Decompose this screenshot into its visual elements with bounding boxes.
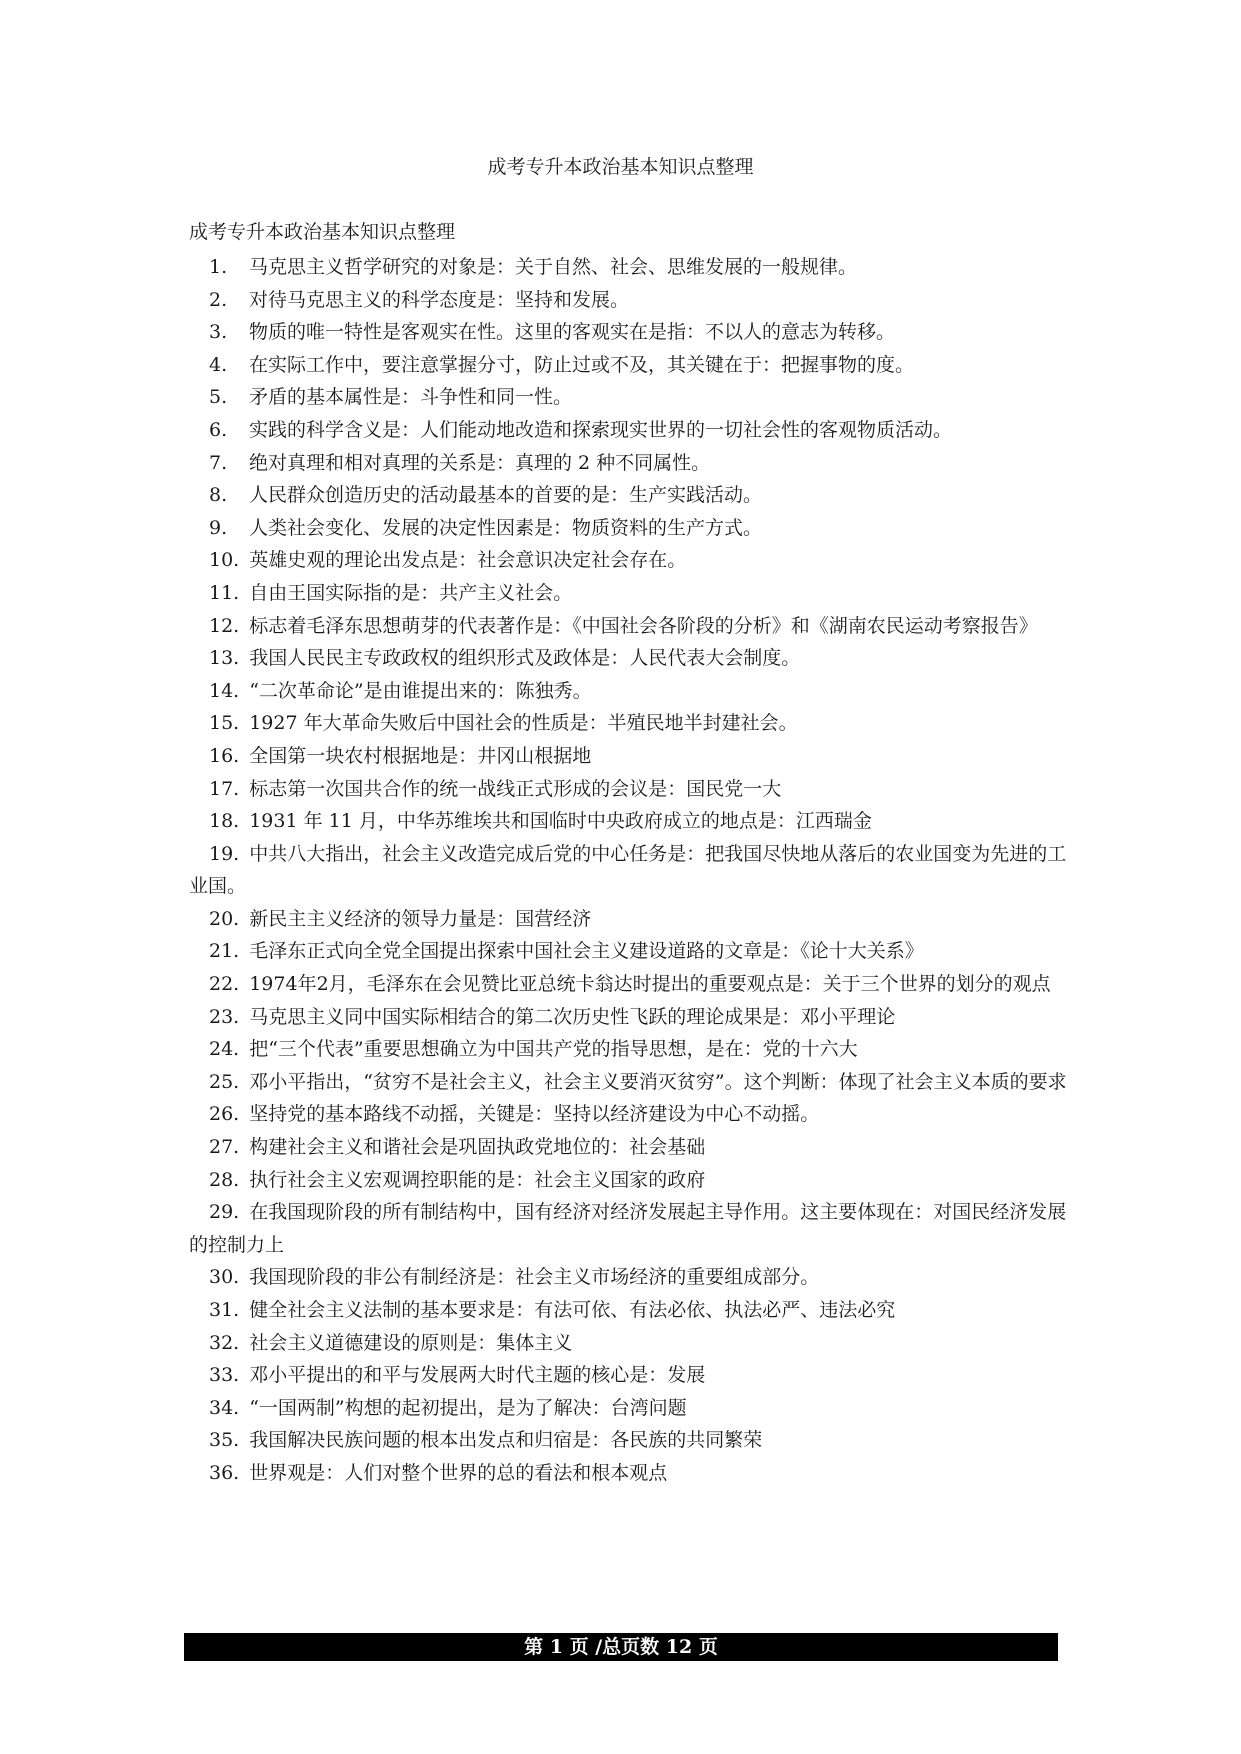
item-number: 7. [209,451,228,474]
list-item [189,284,1069,317]
list-item [189,1261,1069,1294]
item-text: 坚持党的基本路线不动摇，关键是：坚持以经济建设为中心不动摇。 [249,1103,820,1126]
item-text: 邓小平指出，“贫穷不是社会主义，社会主义要消灭贫穷”。这个判断：体现了社会主义本质的要求 [249,1070,1067,1093]
list-item [189,544,1069,577]
list-item [189,935,1069,968]
item-number: 1. [209,256,228,278]
item-text: 1927 年大革命失败后中国社会的性质是：半殖民地半封建社会。 [249,712,798,735]
item-text: 标志着毛泽东思想萌芽的代表著作是：《中国社会各阶段的分析》和《湖南农民运动考察报告》 [249,614,1038,637]
item-number: 4. [209,353,228,376]
item-number: 12. [209,614,240,637]
item-number: 27. [209,1136,240,1159]
item-text: 马克思主义哲学研究的对象是：关于自然、社会、思维发展的一般规律。 [249,256,858,278]
item-number: 17. [209,777,240,800]
list-item [189,414,1069,447]
item-number: 28. [209,1168,240,1191]
item-text: 标志第一次国共合作的统一战线正式形成的会议是：国民党一大 [249,777,782,800]
item-number: 19. [209,842,240,865]
item-number: 25. [209,1070,240,1093]
item-text: 邓小平提出的和平与发展两大时代主题的核心是：发展 [249,1364,706,1387]
item-number: 24. [209,1038,240,1061]
item-number: 18. [209,810,240,833]
item-number: 14. [209,679,240,702]
list-item [189,968,1069,1001]
item-number: 36. [209,1461,240,1484]
list-item [189,610,1069,643]
list-item [189,1033,1069,1066]
list-item [189,1196,1069,1261]
list-item [189,1066,1069,1099]
item-text: 在实际工作中，要注意掌握分寸，防止过或不及，其关键在于：把握事物的度。 [249,353,915,376]
list-item [189,1424,1069,1457]
item-text: 健全社会主义法制的基本要求是：有法可依、有法必依、执法必严、违法必究 [249,1299,896,1321]
item-number: 9. [209,516,228,539]
item-text: 对待马克思主义的科学态度是：坚持和发展。 [249,288,630,311]
list-item [189,838,1069,903]
item-text: 实践的科学含义是：人们能动地改造和探索现实世界的一切社会性的客观物质活动。 [249,418,953,441]
item-text: 毛泽东正式向全党全国提出探索中国社会主义建设道路的文章是：《论十大关系》 [249,940,924,963]
item-number: 26. [209,1103,240,1126]
item-number: 10. [209,549,240,572]
item-text: 绝对真理和相对真理的关系是：真理的 2 种不同属性。 [249,451,711,474]
item-number: 32. [209,1331,240,1354]
item-number: 2. [209,288,228,311]
list-item [189,1294,1069,1327]
item-number: 31. [209,1299,240,1321]
list-item [189,707,1069,740]
item-number: 5. [209,386,228,409]
item-text: 马克思主义同中国实际相结合的第二次历史性飞跃的理论成果是：邓小平理论 [249,1005,896,1028]
intro-heading: 成考专升本政治基本知识点整理 [189,221,456,243]
item-number: 34. [209,1396,240,1419]
list-item [189,805,1069,838]
item-number: 29. [209,1201,240,1224]
item-number: 16. [209,744,240,767]
list-item [189,1392,1069,1425]
page-footer [184,1633,1058,1661]
page-title: 成考专升本政治基本知识点整理 [487,156,754,178]
item-text: 物质的唯一特性是客观实在性。这里的客观实在是指：不以人的意志为转移。 [249,321,896,344]
item-number: 6. [209,418,228,441]
list-item [189,642,1069,675]
list-item [189,1098,1069,1131]
list-item [189,251,1069,284]
item-number: 20. [209,907,240,930]
knowledge-point-list [189,251,1069,1490]
list-item [189,381,1069,414]
item-text: 英雄史观的理论出发点是：社会意识决定社会存在。 [249,549,687,572]
item-text: 全国第一块农村根据地是：井冈山根据地 [249,744,592,767]
list-item [189,1327,1069,1360]
list-item [189,1131,1069,1164]
item-number: 35. [209,1429,240,1452]
item-text: 我国现阶段的非公有制经济是：社会主义市场经济的重要组成部分。 [249,1266,820,1289]
item-text: 中共八大指出，社会主义改造完成后党的中心任务是：把我国尽快地从落后的农业国变为先进的工业国。 [189,842,1067,898]
list-item [189,1164,1069,1197]
item-text: 人类社会变化、发展的决定性因素是：物质资料的生产方式。 [249,516,763,539]
list-item [189,479,1069,512]
item-text: 世界观是：人们对整个世界的总的看法和根本观点 [249,1461,668,1484]
item-text: 人民群众创造历史的活动最基本的首要的是：生产实践活动。 [249,484,763,507]
item-text: 执行社会主义宏观调控职能的是：社会主义国家的政府 [249,1168,706,1191]
list-item [189,316,1069,349]
list-item [189,773,1069,806]
list-item [189,675,1069,708]
page-number-label: 第 1 页 /总页数 12 页 [524,1636,718,1658]
item-number: 13. [209,647,240,670]
item-number: 8. [209,484,228,507]
item-text: 在我国现阶段的所有制结构中，国有经济对经济发展起主导作用。这主要体现在：对国民经济发展的控制力上 [189,1201,1067,1256]
item-number: 33. [209,1364,240,1387]
list-item [189,349,1069,382]
item-number: 23. [209,1005,240,1028]
item-text: 1974年2月，毛泽东在会见赞比亚总统卡翁达时提出的重要观点是：关于三个世界的划分的观点 [249,973,1051,996]
item-number: 3. [209,321,228,344]
item-text: 1931 年 11 月，中华苏维埃共和国临时中央政府成立的地点是：江西瑞金 [249,810,872,833]
item-text: 构建社会主义和谐社会是巩固执政党地位的：社会基础 [249,1136,706,1159]
item-number: 15. [209,712,240,735]
list-item [189,1457,1069,1490]
item-number: 11. [209,581,240,604]
item-text: 矛盾的基本属性是：斗争性和同一性。 [249,386,573,409]
item-text: 我国解决民族问题的根本出发点和归宿是：各民族的共同繁荣 [249,1429,763,1452]
item-text: “二次革命论”是由谁提出来的：陈独秀。 [249,679,592,702]
list-item [189,447,1069,480]
item-text: 我国人民民主专政政权的组织形式及政体是：人民代表大会制度。 [249,647,801,670]
item-text: 新民主主义经济的领导力量是：国营经济 [249,907,592,930]
item-number: 30. [209,1266,240,1289]
list-item [189,512,1069,545]
item-text: 自由王国实际指的是：共产主义社会。 [249,581,573,604]
list-item [189,1359,1069,1392]
list-item [189,577,1069,610]
list-item [189,903,1069,936]
item-text: “一国两制”构想的起初提出，是为了解决：台湾问题 [249,1396,687,1419]
item-number: 22. [209,973,240,996]
list-item [189,740,1069,773]
item-text: 把“三个代表”重要思想确立为中国共产党的指导思想，是在：党的十六大 [249,1038,858,1061]
item-number: 21. [209,940,240,963]
item-text: 社会主义道德建设的原则是：集体主义 [249,1331,573,1354]
list-item [189,1001,1069,1034]
